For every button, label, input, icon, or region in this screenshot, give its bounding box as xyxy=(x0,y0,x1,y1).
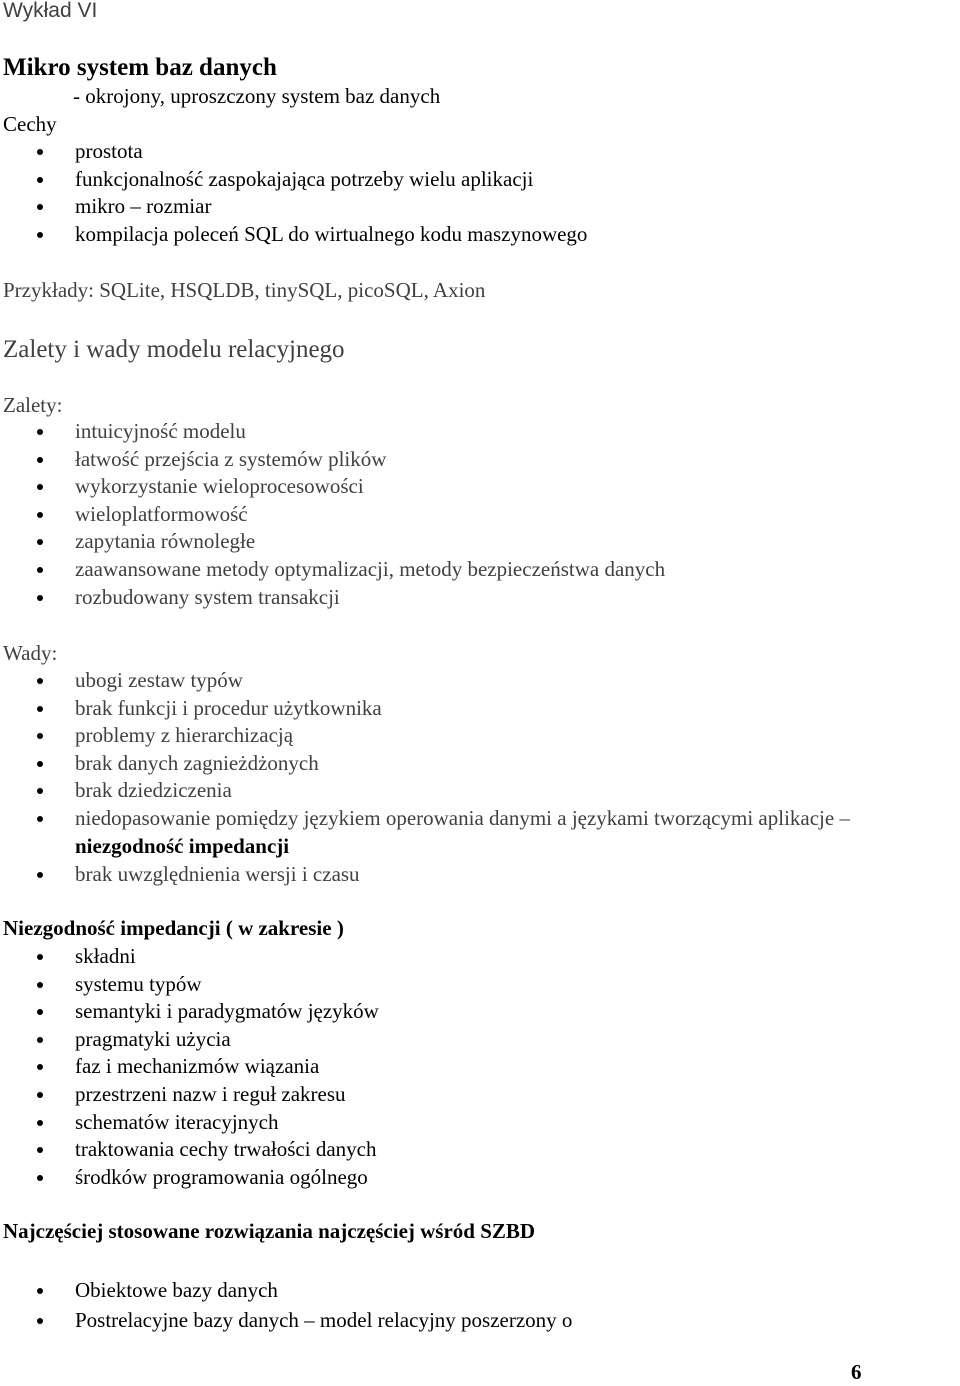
bullet-icon xyxy=(37,232,43,238)
bullet-icon xyxy=(37,1009,43,1015)
bullet-icon xyxy=(37,539,43,545)
bullet-icon xyxy=(37,595,43,601)
bullet-icon xyxy=(37,484,43,490)
bullet-icon xyxy=(37,761,43,767)
lecture-label: Wykład VI xyxy=(3,0,98,22)
bullet-icon xyxy=(37,872,43,878)
bullet-icon xyxy=(37,1175,43,1181)
bullet-icon xyxy=(37,788,43,794)
bullet-icon xyxy=(37,177,43,183)
bullet-icon xyxy=(37,1092,43,1098)
section4-title: Najczęściej stosowane rozwiązania najczęściej wśród SZBD xyxy=(3,1219,536,1243)
bullet-icon xyxy=(37,1064,43,1070)
examples-line: Przykłady: SQLite, HSQLDB, tinySQL, picoSQL, Axion xyxy=(3,278,486,302)
bullet-icon xyxy=(37,816,43,822)
bullet-icon xyxy=(37,204,43,210)
bullet-icon xyxy=(37,678,43,684)
bullet-icon xyxy=(37,733,43,739)
bullet-icon xyxy=(37,457,43,463)
bullet-icon xyxy=(37,429,43,435)
bullet-icon xyxy=(37,1288,43,1294)
bullet-icon xyxy=(37,706,43,712)
section1-subtitle: - okrojony, uproszczony system baz danych xyxy=(73,84,441,108)
bullet-icon xyxy=(37,1318,43,1324)
bullet-icon xyxy=(37,149,43,155)
bullet-icon xyxy=(37,954,43,960)
bullet-icon xyxy=(37,982,43,988)
bullet-icon xyxy=(37,567,43,573)
section3-title: Niezgodność impedancji ( w zakresie ) xyxy=(3,916,344,940)
bullet-icon xyxy=(37,1147,43,1153)
bullet-icon xyxy=(37,1120,43,1126)
bullet-icon xyxy=(37,512,43,518)
section1-title: Mikro system baz danych xyxy=(3,54,277,81)
pros-label: Zalety: xyxy=(3,393,63,417)
page-number: 6 xyxy=(851,1360,862,1384)
bullet-icon xyxy=(37,1037,43,1043)
impedance-continuation: niezgodność impedancji xyxy=(75,834,290,858)
section2-title: Zalety i wady modelu relacyjnego xyxy=(3,336,345,363)
cons-label: Wady: xyxy=(3,641,58,665)
features-label: Cechy xyxy=(3,112,57,136)
